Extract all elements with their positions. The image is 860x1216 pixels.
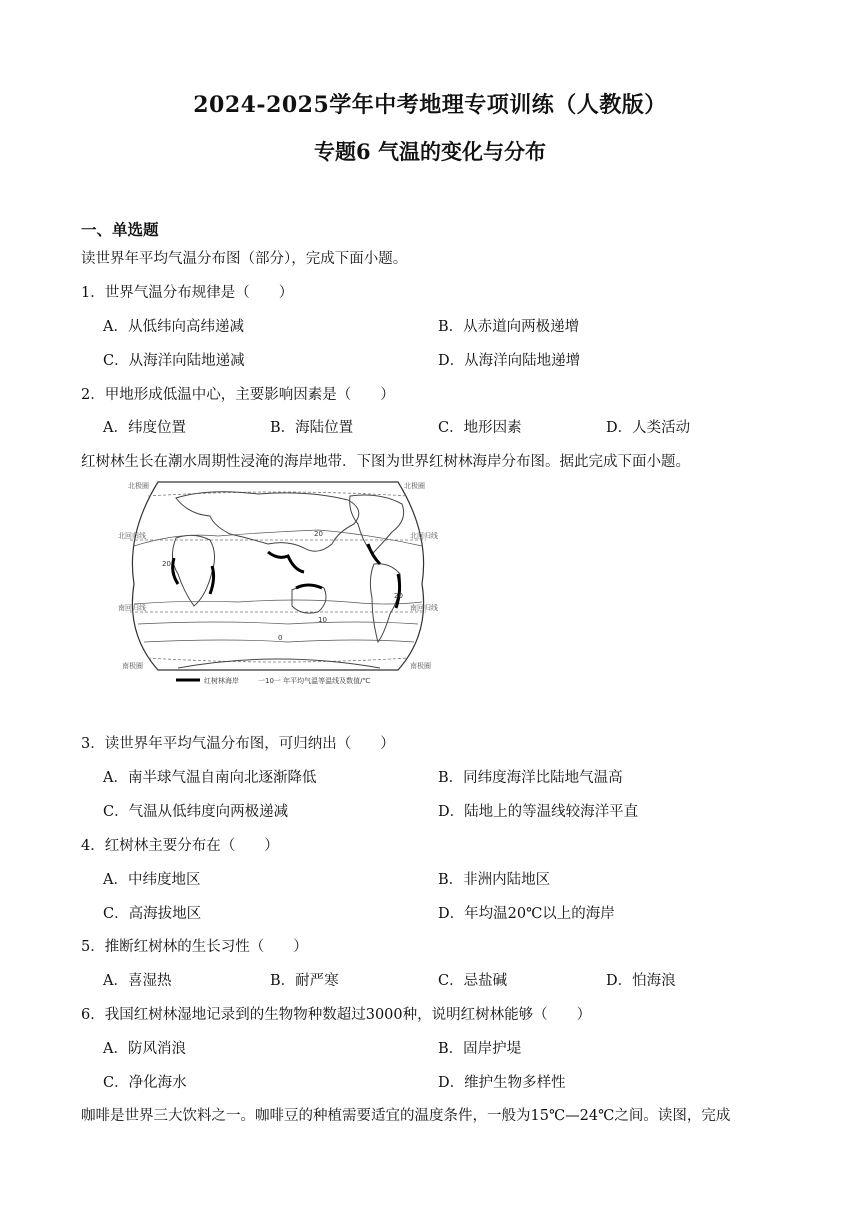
q3-option-c[interactable]: C．气温从低纬度向两极递减 (103, 804, 289, 820)
q3-option-d[interactable]: D．陆地上的等温线较海洋平直 (438, 804, 639, 820)
q5-stem: 5．推断红树林的生长习性（ ） (81, 939, 308, 955)
q1-option-c[interactable]: C．从海洋向陆地递减 (103, 353, 245, 369)
q3-option-a[interactable]: A．南半球气温自南向北逐渐降低 (103, 770, 317, 786)
q1-option-a[interactable]: A．从低纬向高纬递减 (103, 319, 244, 335)
page-title: 2024-2025学年中考地理专项训练（人教版） (193, 92, 667, 118)
group2-intro: 红树林生长在潮水周期性浸淹的海岸地带．下图为世界红树林海岸分布图。据此完成下面小题。 (81, 454, 690, 470)
label-antarctic-left: 南极圈 (122, 662, 143, 670)
mangrove-distribution-map (118, 474, 438, 688)
legend-mangrove-label: 红树林海岸 (204, 677, 239, 685)
section-heading: 一、单选题 (81, 221, 159, 239)
q5-option-a[interactable]: A．喜湿热 (103, 973, 172, 989)
legend-isotherm-label: 一10一 年平均气温等温线及数值/℃ (258, 677, 371, 685)
q2-option-c[interactable]: C．地形因素 (438, 420, 522, 436)
q6-stem: 6．我国红树林湿地记录到的生物物种数超过3000种，说明红树林能够（ ） (81, 1007, 592, 1023)
q1-option-b[interactable]: B．从赤道向两极递增 (438, 319, 580, 335)
q6-option-b[interactable]: B．固岸护堤 (438, 1041, 522, 1057)
q4-option-b[interactable]: B．非洲内陆地区 (438, 872, 551, 888)
label-tropic-s-right: 南回归线 (410, 604, 438, 612)
q4-stem: 4．红树林主要分布在（ ） (81, 838, 279, 854)
q2-option-d[interactable]: D．人类活动 (606, 420, 691, 436)
q5-option-d[interactable]: D．怕海浪 (606, 973, 676, 989)
q6-option-d[interactable]: D．维护生物多样性 (438, 1075, 566, 1091)
q2-option-b[interactable]: B．海陆位置 (270, 420, 354, 436)
group3-intro: 咖啡是世界三大饮料之一。咖啡豆的种植需要适宜的温度条件，一般为15℃—24℃之间。读图，完成 (81, 1108, 731, 1124)
q1-option-d[interactable]: D．从海洋向陆地递增 (438, 353, 581, 369)
page-subtitle: 专题6 气温的变化与分布 (314, 139, 546, 164)
q4-option-a[interactable]: A．中纬度地区 (103, 872, 201, 888)
label-tropic-n-left: 北回归线 (118, 532, 146, 540)
q2-stem: 2．甲地形成低温中心，主要影响因素是（ ） (81, 387, 395, 403)
q5-option-c[interactable]: C．忌盐碱 (438, 973, 508, 989)
label-tropic-s-left: 南回归线 (118, 604, 146, 612)
isotherm-label-0: 0 (278, 634, 283, 642)
isotherm-label-20-a: 20 (162, 560, 171, 568)
label-antarctic-right: 南极圈 (410, 662, 431, 670)
q4-option-c[interactable]: C．高海拔地区 (103, 906, 202, 922)
label-arctic-right: 北极圈 (404, 482, 425, 490)
q5-option-b[interactable]: B．耐严寒 (270, 973, 339, 989)
label-arctic-left: 北极圈 (128, 482, 149, 490)
isotherm-label-20-b: 20 (314, 530, 323, 538)
q3-option-b[interactable]: B．同纬度海洋比陆地气温高 (438, 770, 623, 786)
q1-stem: 1．世界气温分布规律是（ ） (81, 285, 294, 301)
isotherm-label-10: 10 (318, 616, 327, 624)
q6-option-a[interactable]: A．防风消浪 (103, 1041, 186, 1057)
q4-option-d[interactable]: D．年均温20℃以上的海岸 (438, 906, 615, 922)
q6-option-c[interactable]: C．净化海水 (103, 1075, 187, 1091)
group1-intro: 读世界年平均气温分布图（部分），完成下面小题。 (81, 251, 408, 267)
isotherm-label-20-c: 20 (394, 592, 403, 600)
q2-option-a[interactable]: A．纬度位置 (103, 420, 186, 436)
q3-stem: 3．读世界年平均气温分布图，可归纳出（ ） (81, 736, 395, 752)
label-tropic-n-right: 北回归线 (410, 532, 438, 540)
